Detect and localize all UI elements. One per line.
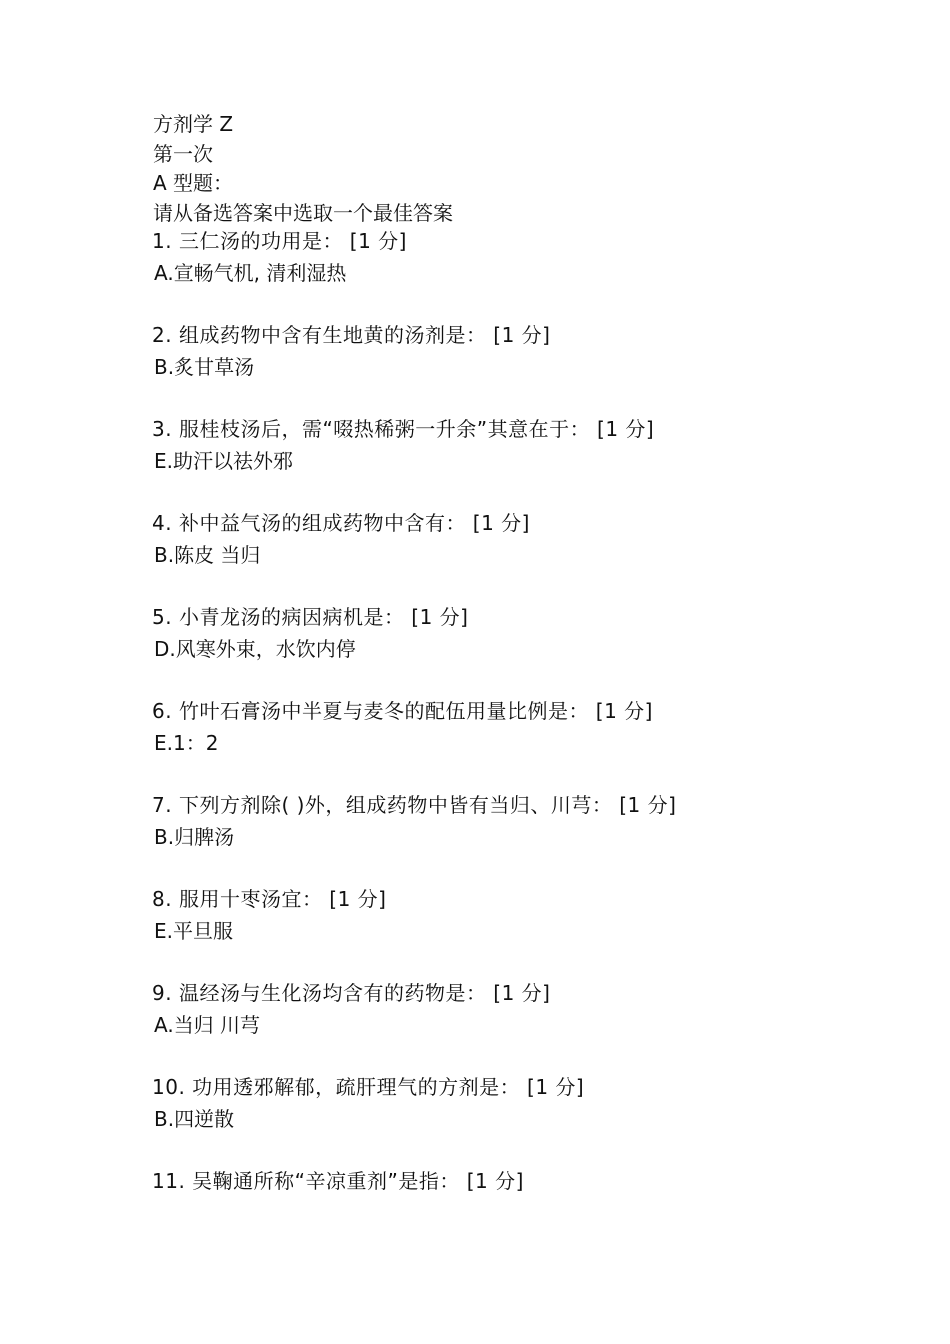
question-text: 2. 组成药物中含有生地黄的汤剂是： [1 分] xyxy=(152,323,551,347)
question-item xyxy=(152,601,676,695)
course-title: 方剂学 Z xyxy=(153,112,234,136)
question-text: 1. 三仁汤的功用是： [1 分] xyxy=(152,229,407,253)
question-answer: B.四逆散 xyxy=(154,1107,235,1131)
question-item xyxy=(152,883,676,977)
question-text: 8. 服用十枣汤宜： [1 分] xyxy=(152,887,387,911)
question-item xyxy=(152,413,676,507)
question-text: 11. 吴鞠通所称“辛凉重剂”是指： [1 分] xyxy=(152,1169,524,1193)
document-header xyxy=(153,110,453,228)
question-answer: B.归脾汤 xyxy=(154,825,235,849)
question-item xyxy=(152,507,676,601)
question-answer: A.宣畅气机, 清利湿热 xyxy=(154,261,347,285)
question-item xyxy=(152,977,676,1071)
question-answer: B.陈皮 当归 xyxy=(154,543,261,567)
question-text: 5. 小青龙汤的病因病机是： [1 分] xyxy=(152,605,469,629)
question-item xyxy=(152,695,676,789)
question-item xyxy=(152,1071,676,1165)
question-text: 9. 温经汤与生化汤均含有的药物是： [1 分] xyxy=(152,981,551,1005)
question-list xyxy=(152,225,676,1259)
question-answer: E.助汗以祛外邪 xyxy=(154,449,293,473)
question-item xyxy=(152,789,676,883)
question-answer: D.风寒外束，水饮内停 xyxy=(154,637,356,661)
question-type: A 型题： xyxy=(153,171,234,195)
question-answer: A.当归 川芎 xyxy=(154,1013,261,1037)
question-text: 10. 功用透邪解郁，疏肝理气的方剂是： [1 分] xyxy=(152,1075,585,1099)
instruction-text: 请从备选答案中选取一个最佳答案 xyxy=(153,200,453,225)
question-text: 3. 服桂枝汤后，需“啜热稀粥一升余”其意在于： [1 分] xyxy=(152,417,655,441)
question-item xyxy=(152,319,676,413)
session-label: 第一次 xyxy=(153,141,213,166)
question-answer: E.1：2 xyxy=(154,731,219,755)
question-text: 6. 竹叶石膏汤中半夏与麦冬的配伍用量比例是： [1 分] xyxy=(152,699,653,723)
question-item xyxy=(152,1165,676,1259)
question-answer: B.炙甘草汤 xyxy=(154,355,255,379)
question-answer: E.平旦服 xyxy=(154,919,233,943)
question-text: 4. 补中益气汤的组成药物中含有： [1 分] xyxy=(152,511,530,535)
question-answer xyxy=(152,1197,676,1229)
question-item xyxy=(152,225,676,319)
question-text: 7. 下列方剂除( )外，组成药物中皆有当归、川芎： [1 分] xyxy=(152,793,677,817)
